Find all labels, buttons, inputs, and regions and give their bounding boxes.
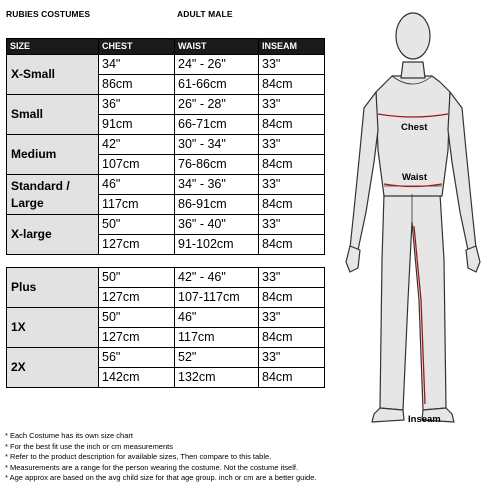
size-chart-body [7,55,325,388]
inseam-cm-cell: 84cm [259,235,325,255]
note-item: * Each Costume has its own size chart [5,431,133,440]
inseam-cm-cell: 84cm [259,115,325,135]
inseam-inch-cell: 33" [259,55,325,75]
size-name-cell: Medium [7,135,99,175]
chest-inch-cell: 56" [99,348,175,368]
note-item: * Refer to the product description for available sizes, Then compare to this table. [5,452,272,461]
waist-cm-cell: 86-91cm [175,195,259,215]
inseam-label: Inseam [408,414,441,425]
size-chart-table [6,38,325,388]
inseam-inch-cell: 33" [259,215,325,235]
chest-inch-cell: 42" [99,135,175,155]
waist-inch-cell: 46" [175,308,259,328]
inseam-cm-cell: 84cm [259,368,325,388]
chest-inch-cell: 36" [99,95,175,115]
brand-title: RUBIES COSTUMES [6,9,91,19]
table-row [7,175,325,195]
waist-cm-cell: 91-102cm [175,235,259,255]
table-gap-cell [7,255,325,268]
column-header-chest: CHEST [99,39,175,55]
category-title: ADULT MALE [177,9,233,19]
note-item: * Measurements are a range for the person wearing the costume. Not the costume itself. [5,462,299,472]
inseam-inch-cell: 33" [259,308,325,328]
inseam-cm-cell: 84cm [259,288,325,308]
chest-cm-cell: 91cm [99,115,175,135]
note-item: * Age approx are based on the avg child size for that age group. inch or cm are a better guide. [5,473,317,482]
table-row [7,95,325,115]
chest-cm-cell: 117cm [99,195,175,215]
waist-cm-cell: 132cm [175,368,259,388]
size-name-cell: X-Small [7,55,99,95]
chest-inch-cell: 50" [99,215,175,235]
size-name-cell: Plus [7,268,99,308]
waist-inch-cell: 42" - 46" [175,268,259,288]
inseam-inch-cell: 33" [259,95,325,115]
size-name-cell: X-large [7,215,99,255]
size-name-cell: 2X [7,348,99,388]
waist-inch-cell: 26" - 28" [175,95,259,115]
chest-label: Chest [401,122,428,133]
size-name-cell: Small [7,95,99,135]
chest-cm-cell: 127cm [99,328,175,348]
chest-cm-cell: 142cm [99,368,175,388]
male-body-silhouette [346,13,480,422]
waist-cm-cell: 117cm [175,328,259,348]
inseam-inch-cell: 33" [259,175,325,195]
column-header-size: SIZE [7,39,99,55]
chest-cm-cell: 127cm [99,288,175,308]
column-header-inseam: INSEAM [259,39,325,55]
waist-label: Waist [402,172,427,183]
table-row [7,135,325,155]
inseam-cm-cell: 84cm [259,75,325,95]
note-item: * For the best fit use the inch or cm measurements [5,441,173,451]
inseam-inch-cell: 33" [259,348,325,368]
table-row [7,215,325,235]
chest-inch-cell: 50" [99,308,175,328]
inseam-cm-cell: 84cm [259,328,325,348]
inseam-inch-cell: 33" [259,135,325,155]
table-row [7,308,325,328]
table-gap [7,255,325,268]
table-row [7,348,325,368]
waist-inch-cell: 30" - 34" [175,135,259,155]
size-name-cell: Standard / Large [7,175,99,215]
inseam-cm-cell: 84cm [259,155,325,175]
waist-inch-cell: 24" - 26" [175,55,259,75]
waist-cm-cell: 66-71cm [175,115,259,135]
waist-cm-cell: 76-86cm [175,155,259,175]
waist-cm-cell: 107-117cm [175,288,259,308]
body-measurement-figure [328,0,500,432]
table-row [7,268,325,288]
waist-inch-cell: 36" - 40" [175,215,259,235]
waist-inch-cell: 52" [175,348,259,368]
waist-cm-cell: 61-66cm [175,75,259,95]
chest-cm-cell: 107cm [99,155,175,175]
inseam-cm-cell: 84cm [259,195,325,215]
inseam-inch-cell: 33" [259,268,325,288]
chest-inch-cell: 46" [99,175,175,195]
chest-cm-cell: 86cm [99,75,175,95]
chest-inch-cell: 50" [99,268,175,288]
chest-cm-cell: 127cm [99,235,175,255]
chest-inch-cell: 34" [99,55,175,75]
size-name-cell: 1X [7,308,99,348]
size-notes [5,431,495,484]
waist-inch-cell: 34" - 36" [175,175,259,195]
size-chart-header [7,39,325,55]
table-row [7,55,325,75]
column-header-waist: WAIST [175,39,259,55]
